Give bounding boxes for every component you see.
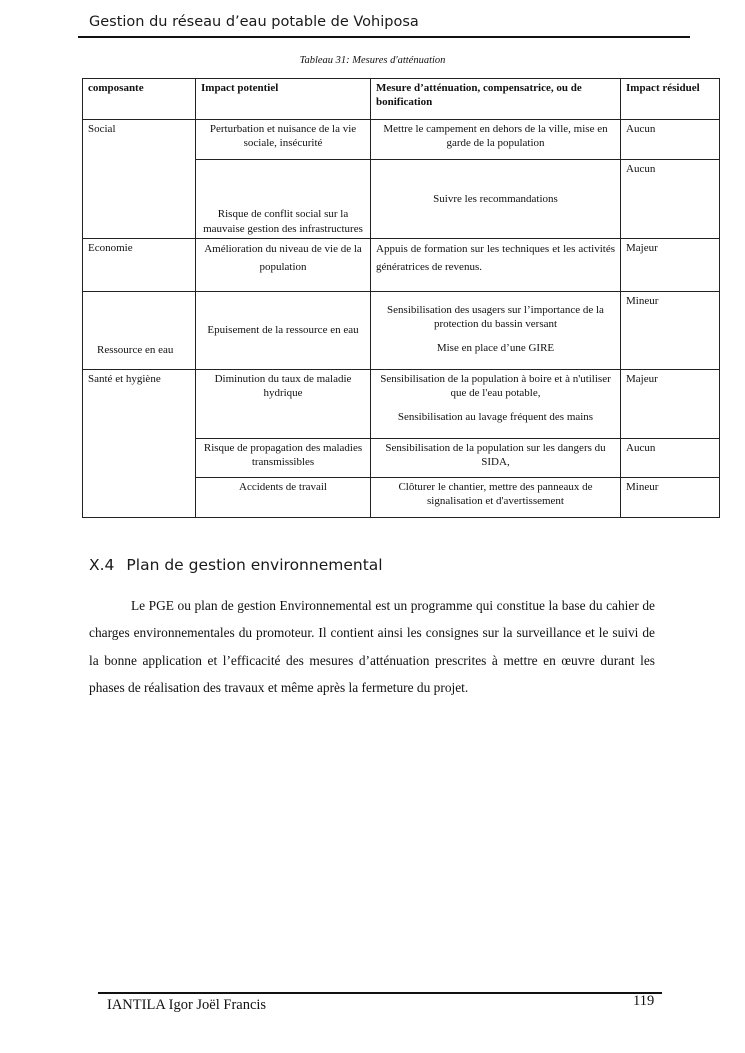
cell-mesure: Clôturer le chantier, mettre des panneaux de signalisation et d'avertissement <box>371 478 621 518</box>
cell-mesure <box>371 370 621 439</box>
footer-author: IANTILA Igor Joël Francis <box>107 997 267 1013</box>
cell-composante: Economie <box>83 239 196 292</box>
cell-residuel: Mineur <box>621 292 720 370</box>
mesure-line: Mise en place d’une GIRE <box>436 341 555 354</box>
cell-impact: Accidents de travail <box>196 478 371 518</box>
page-number: 119 <box>633 993 655 1009</box>
column-header: composante <box>83 79 196 120</box>
cell-mesure: Appuis de formation sur les techniques et les activités génératrices de revenus. <box>371 239 621 292</box>
cell-composante: Ressource en eau <box>83 292 196 370</box>
table-row <box>83 120 720 160</box>
cell-mesure: Suivre les recommandations <box>371 160 621 239</box>
cell-residuel: Aucun <box>621 120 720 160</box>
body-paragraph <box>89 592 655 701</box>
cell-composante: Santé et hygiène <box>83 370 196 518</box>
cell-composante: Social <box>83 120 196 239</box>
mitigation-table <box>82 78 720 518</box>
column-header: Impact potentiel <box>196 79 371 120</box>
cell-mesure: Sensibilisation de la population sur les dangers du SIDA, <box>371 439 621 478</box>
mesure-line: Sensibilisation des usagers sur l’importance de la protection du bassin versant <box>387 304 604 331</box>
mesure-line: Sensibilisation au lavage fréquent des mains <box>397 410 594 423</box>
mesure-line: Sensibilisation de la population à boire et à n'utiliser que de l'eau potable, <box>380 373 611 400</box>
cell-residuel: Aucun <box>621 160 720 239</box>
cell-mesure: Mettre le campement en dehors de la ville, mise en garde de la population <box>371 120 621 160</box>
footer-rule <box>98 992 662 994</box>
cell-residuel: Majeur <box>621 370 720 439</box>
cell-impact: Epuisement de la ressource en eau <box>196 292 371 370</box>
cell-mesure <box>371 292 621 370</box>
cell-impact: Risque de propagation des maladies transmissibles <box>196 439 371 478</box>
cell-impact: Amélioration du niveau de vie de la population <box>196 239 371 292</box>
table-caption: Tableau 31: Mesures d'atténuation <box>299 55 446 66</box>
section-number: X.4 <box>89 556 115 574</box>
table-row <box>83 239 720 292</box>
table-header-row <box>83 79 720 120</box>
section-title: Plan de gestion environnemental <box>126 556 383 574</box>
cell-residuel: Majeur <box>621 239 720 292</box>
cell-impact: Diminution du taux de maladie hydrique <box>196 370 371 439</box>
cell-impact: Risque de conflit social sur la mauvaise gestion des infrastructures <box>196 160 371 239</box>
cell-residuel: Aucun <box>621 439 720 478</box>
column-header: Mesure d’atténuation, compensatrice, ou de bonification <box>371 79 621 120</box>
table-row <box>83 292 720 370</box>
cell-impact: Perturbation et nuisance de la vie sociale, insécurité <box>196 120 371 160</box>
table-row <box>83 370 720 439</box>
cell-residuel: Mineur <box>621 478 720 518</box>
running-header-title: Gestion du réseau d’eau potable de Vohiposa <box>89 14 419 30</box>
column-header: Impact résiduel <box>621 79 720 120</box>
section-heading <box>89 556 383 574</box>
paragraph-text: Le PGE ou plan de gestion Environnemental est un programme qui constitue la base du cahier de charges environnementales du promoteur. Il contient ainsi les consignes sur la surveillance et le suivi de la bonne application et l’efficacité des mesures d’atténuation prescrites à mettre en œuvre durant les phases de réalisation des travaux et même après la fermeture du projet. <box>89 598 655 695</box>
header-rule <box>78 36 690 38</box>
